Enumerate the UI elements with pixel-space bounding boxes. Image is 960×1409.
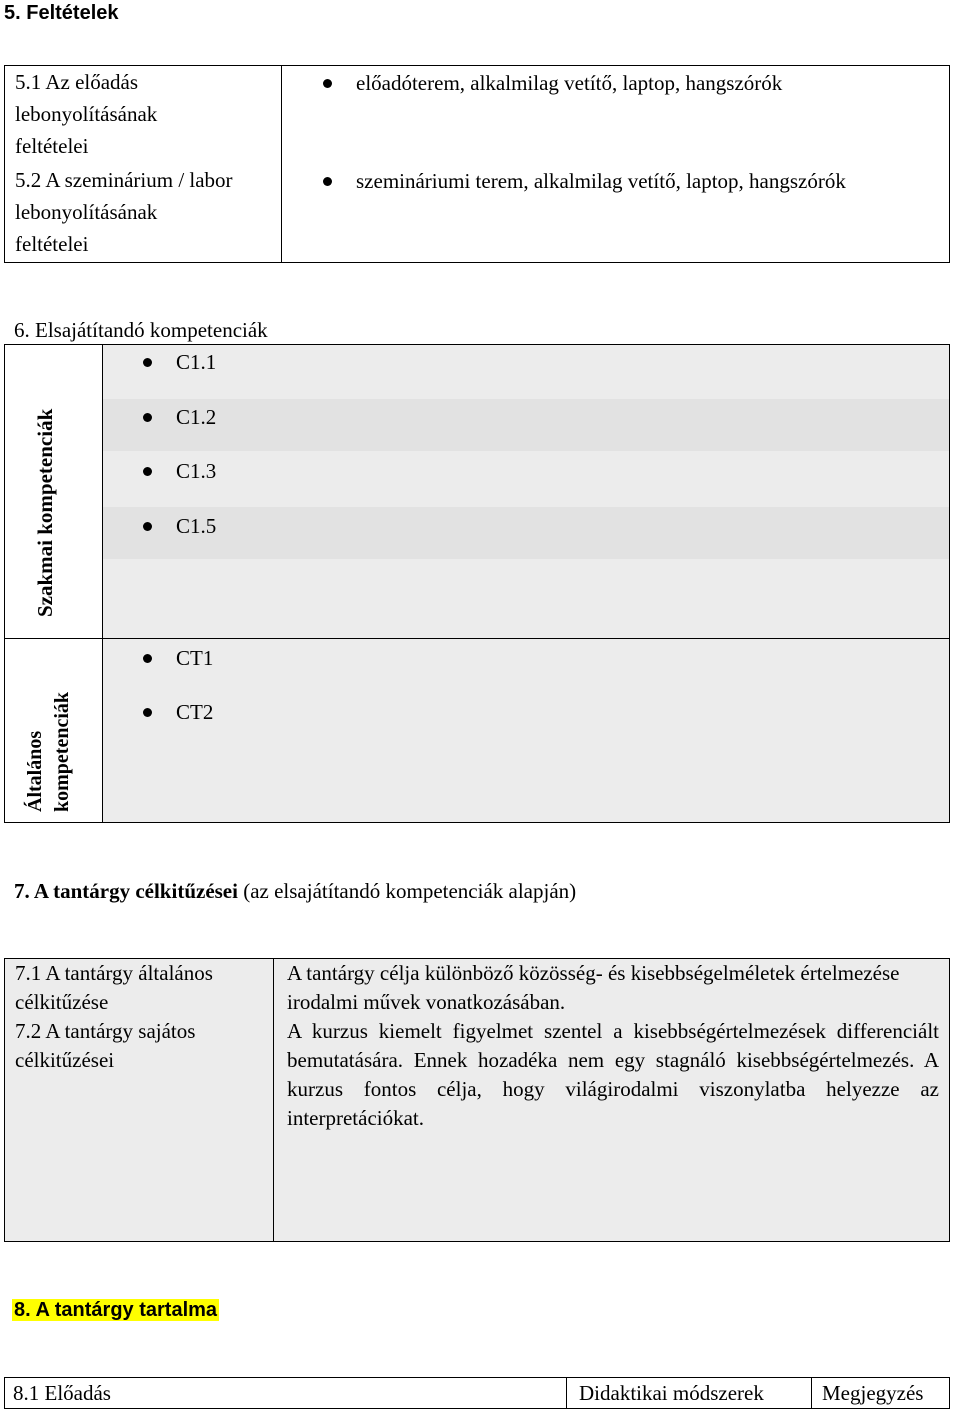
label-line: lebonyolításának [15, 102, 158, 126]
label-line: feltételei [15, 134, 89, 158]
competence-code: C1.1 [176, 350, 217, 374]
label-line: 5.2 A szeminárium / labor [15, 168, 233, 192]
specific-objective-label [15, 1017, 195, 1075]
section-5-heading: 5. Feltételek [4, 2, 119, 24]
row-stripe [103, 507, 949, 559]
bullet-icon [323, 177, 332, 186]
general-competences-label-line2: kompetenciák [51, 692, 73, 812]
conditions-labels-cell [5, 66, 282, 262]
competences-content [103, 345, 949, 822]
conditions-table [4, 65, 950, 263]
label-line: feltételei [15, 232, 89, 256]
remarks-column-header: Megjegyzés [811, 1378, 948, 1408]
general-objective-label [15, 959, 213, 1017]
label-line: célkitűzései [15, 1048, 115, 1072]
bullet-icon [143, 358, 152, 367]
professional-competences-label: Szakmai kompetenciák [33, 408, 57, 617]
competences-table [4, 344, 950, 823]
label-line: 7.1 A tantárgy általános [15, 961, 213, 985]
objectives-table [4, 958, 950, 1242]
bullet-icon [143, 413, 152, 422]
label-line: 7.2 A tantárgy sajátos [15, 1019, 196, 1043]
competence-type-column [5, 345, 103, 822]
seminar-conditions-item [323, 166, 846, 196]
label-line: lebonyolításának [15, 200, 158, 224]
competence-code: CT2 [176, 700, 214, 724]
seminar-conditions-label [15, 164, 233, 260]
section-7-heading [14, 876, 576, 906]
content-table-header [4, 1377, 950, 1409]
bullet-icon [143, 467, 152, 476]
row-stripe [103, 399, 949, 451]
lecture-column-header: 8.1 Előadás [13, 1381, 111, 1405]
general-objective-text: A tantárgy célja különböző közösség- és kisebbségelméletek értelmezése irodalmi művek vonatkozásában. [287, 961, 900, 1014]
lecture-conditions-label [15, 66, 157, 162]
section-7-heading-bold: 7. A tantárgy célkitűzései [14, 879, 238, 903]
objectives-labels-cell [5, 959, 274, 1241]
competence-code: C1.2 [176, 405, 217, 429]
row-divider [5, 638, 102, 639]
competence-item [143, 643, 213, 673]
section-6-heading [14, 316, 268, 344]
competence-item [143, 697, 213, 727]
competence-code: C1.5 [176, 514, 217, 538]
competence-code: CT1 [176, 646, 214, 670]
competence-item [143, 511, 216, 541]
section-6-heading-text: 6. Elsajátítandó kompetenciák [14, 318, 268, 342]
competence-item [143, 456, 216, 486]
section-8-heading-text: 8. A tantárgy tartalma [14, 1299, 218, 1321]
section-7-heading-rest: (az elsajátítandó kompetenciák alapján) [237, 879, 577, 903]
general-competences-label-line1: Általános [24, 730, 46, 812]
lecture-conditions-value: előadóterem, alkalmilag vetítő, laptop, hangszórók [356, 71, 783, 95]
didactic-methods-column-header: Didaktikai módszerek [566, 1378, 824, 1408]
label-line: célkitűzése [15, 990, 109, 1014]
bullet-icon [143, 522, 152, 531]
seminar-conditions-value: szemináriumi terem, alkalmilag vetítő, laptop, hangszórók [356, 169, 846, 193]
specific-objective-text: A kurzus kiemelt figyelmet szentel a kisebbségértelmezések differenciált bemutatására. Ennek hozadéka nem egy stagnáló kisebbségértelmezés. A kurzus fontos célja, hogy világirodalmi viszonylatba helyezze az interpretációkat. [287, 1019, 939, 1130]
bullet-icon [143, 708, 152, 717]
label-line: 5.1 Az előadás [15, 70, 139, 94]
row-divider [103, 638, 949, 639]
section-8-heading [12, 1296, 219, 1324]
competence-item [143, 347, 216, 377]
competence-item [143, 402, 216, 432]
bullet-icon [323, 79, 332, 88]
lecture-conditions-item [323, 68, 782, 98]
competence-code: C1.3 [176, 459, 217, 483]
bullet-icon [143, 654, 152, 663]
